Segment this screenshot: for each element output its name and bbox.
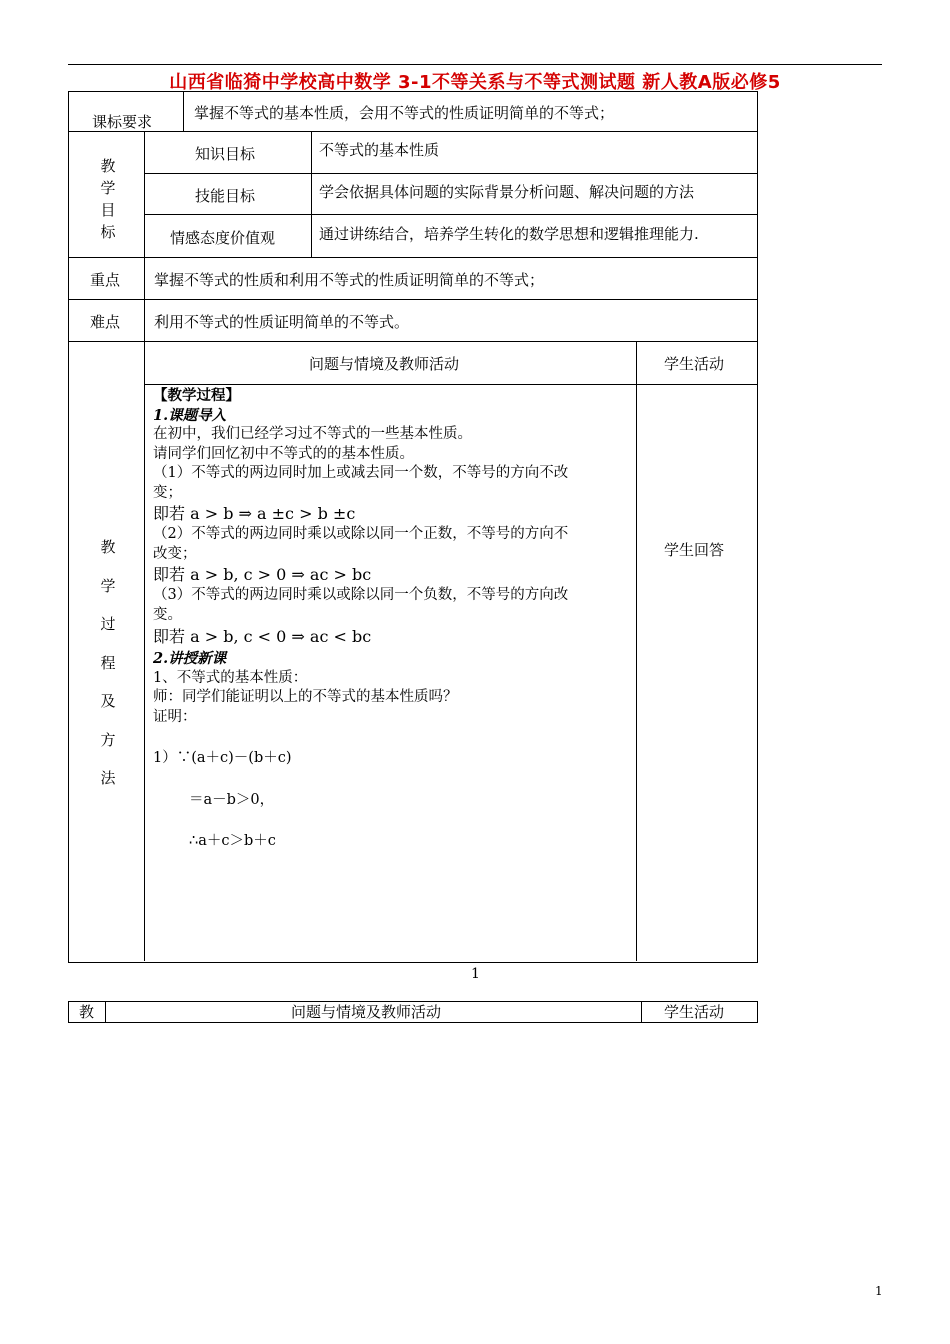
page-number-corner: 1 xyxy=(875,1284,883,1298)
curriculum-requirement-text: 掌握不等式的基本性质，会用不等式的性质证明简单的不等式； xyxy=(194,104,615,122)
skill-objective-text: 学会依据具体问题的实际背景分析问题、解决问题的方法 xyxy=(319,183,695,201)
key-point-label: 重点 xyxy=(90,271,121,289)
difficulty-text: 利用不等式的性质证明简单的不等式。 xyxy=(154,313,410,331)
proof-line-3: ∴a＋c＞b＋c xyxy=(189,833,276,849)
continuation-col-1: 教 xyxy=(79,1003,95,1021)
property-2-formula: 即若 a > b, c > 0 ⇒ ac > bc xyxy=(153,565,372,584)
property-1-formula: 即若 a > b ⇒ a ±c > b ±c xyxy=(153,504,356,523)
teacher-activity-header: 问题与情境及教师活动 xyxy=(309,355,460,373)
proof-line-1: 1）∵(a＋c)－(b＋c) xyxy=(153,750,292,766)
proof-line-2: ＝a－b＞0， xyxy=(189,791,275,808)
continuation-col-3: 学生活动 xyxy=(664,1003,725,1021)
curriculum-requirement-label: 课标要求 xyxy=(92,113,153,131)
skill-objective-label: 技能目标 xyxy=(195,187,256,205)
document-title: 山西省临猗中学校高中数学 3-1不等关系与不等式测试题 新人教A版必修5 xyxy=(169,72,781,93)
affective-objective-label: 情感态度价值观 xyxy=(170,229,276,247)
section-new-lesson-heading: 2.讲授新课 xyxy=(153,650,227,667)
process-label: 教 学 过 程 及 方 法 xyxy=(100,538,116,787)
teaching-process-content: 【教学过程】 1.课题导入 在初中，我们已经学习过不等式的一些基本性质。 请同学们回忆初中不等式的的基本性质。 （1）不等式的两边同时加上或减去同一个数，不等号的方向不改 变； 即若 a > b ⇒ a ±c > b ±c （2）不等式的两边同时乘以或除以同一个正数，不等号的方向不 改变； 即若 a > b, c > 0 ⇒ ac > bc （3）不等式的两边同时乘以或除以同一个负数，不等号的方向改 变。 即若 a > b, c < 0 ⇒ ac < bc 2.讲授新课 1、不等式的基本性质： 师：同学们能证明以上的不等式的基本性质吗？ 证明： 1）∵(a＋c)－(b＋c) ＝a－b＞0， ∴a＋c＞b＋c xyxy=(153,386,631,852)
process-heading: 【教学过程】 xyxy=(153,387,240,404)
knowledge-objective-label: 知识目标 xyxy=(195,145,256,163)
section-intro-heading: 1.课题导入 xyxy=(153,406,227,424)
continuation-col-2: 问题与情境及教师活动 xyxy=(291,1003,442,1021)
header-rule xyxy=(68,64,882,65)
student-activity-text: 学生回答 xyxy=(664,541,725,559)
knowledge-objective-text: 不等式的基本性质 xyxy=(319,141,440,159)
objectives-label: 教 学 目 标 xyxy=(100,157,116,241)
key-point-text: 掌握不等式的性质和利用不等式的性质证明简单的不等式； xyxy=(154,271,545,289)
property-3-formula: 即若 a > b, c < 0 ⇒ ac < bc xyxy=(153,627,372,646)
page-number-center: 1 xyxy=(471,966,480,982)
affective-objective-text: 通过讲练结合，培养学生转化的数学思想和逻辑推理能力. xyxy=(319,225,699,243)
difficulty-label: 难点 xyxy=(90,313,121,331)
student-activity-header: 学生活动 xyxy=(664,355,725,373)
